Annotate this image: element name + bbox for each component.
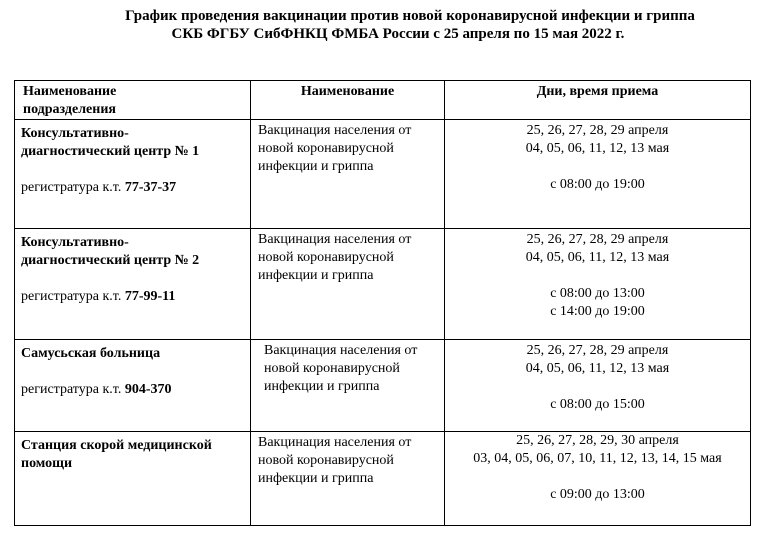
department-name-line-1: Консультативно- <box>21 126 129 141</box>
registry-phone <box>21 381 250 399</box>
service-line-2: новой коронавирусной <box>258 141 394 156</box>
department-name-line-2: диагностический центр № 2 <box>21 253 200 268</box>
service-line-3: инфекции и гриппа <box>258 159 374 174</box>
service-cell <box>251 120 445 229</box>
days-time-cell <box>445 229 751 340</box>
service-line-3: инфекции и гриппа <box>258 268 374 283</box>
table-row <box>15 229 751 340</box>
registry-number: 904-370 <box>124 382 172 397</box>
service-cell <box>251 229 445 340</box>
department-name-line-2: диагностический центр № 1 <box>21 144 200 159</box>
department-name-line-1: Консультативно- <box>21 235 129 250</box>
header-department <box>15 81 251 120</box>
department-name-line-1: Самусьская больница <box>21 346 161 361</box>
header-department-line-1: Наименование <box>23 84 117 99</box>
table-header-row <box>15 81 751 120</box>
registry-number: 77-37-37 <box>124 180 177 195</box>
vaccination-schedule-table <box>14 80 751 526</box>
table-row <box>15 340 751 432</box>
registry-phone <box>21 179 250 197</box>
time-line-1: с 08:00 до 19:00 <box>550 177 645 192</box>
service-line-1: Вакцинация населения от <box>258 232 412 247</box>
department-name-line-1: Станция скорой медицинской <box>21 438 212 453</box>
service-line-1: Вакцинация населения от <box>258 435 412 450</box>
days-line-2: 03, 04, 05, 06, 07, 10, 11, 12, 13, 14, 15 мая <box>473 451 722 466</box>
registry-phone <box>21 288 250 306</box>
table-row <box>15 120 751 229</box>
department-cell <box>15 120 251 229</box>
registry-label: регистратура к.т. <box>21 382 122 397</box>
registry-number: 77-99-11 <box>124 289 176 304</box>
days-time-cell <box>445 432 751 526</box>
time-line-1: с 09:00 до 13:00 <box>550 487 645 502</box>
days-time-cell <box>445 120 751 229</box>
header-department-line-2: подразделения <box>23 102 116 117</box>
service-cell <box>251 340 445 432</box>
service-cell <box>251 432 445 526</box>
days-line-2: 04, 05, 06, 11, 12, 13 мая <box>525 250 670 265</box>
service-line-3: инфекции и гриппа <box>258 471 374 486</box>
registry-label: регистратура к.т. <box>21 180 122 195</box>
header-days-time-label: Дни, время приема <box>536 84 659 99</box>
days-time-cell <box>445 340 751 432</box>
service-line-2: новой коронавирусной <box>258 250 394 265</box>
time-line-1: с 08:00 до 13:00 <box>550 286 645 301</box>
service-line-2: новой коронавирусной <box>264 361 400 376</box>
department-name-line-2: помощи <box>21 456 73 471</box>
title-line-2: СКБ ФГБУ СибФНКЦ ФМБА России с 25 апреля по 15 мая 2022 г. <box>171 26 625 42</box>
days-line-1: 25, 26, 27, 28, 29 апреля <box>526 123 669 138</box>
days-line-2: 04, 05, 06, 11, 12, 13 мая <box>525 361 670 376</box>
days-line-1: 25, 26, 27, 28, 29 апреля <box>526 232 669 247</box>
time-line-2: с 14:00 до 19:00 <box>550 304 645 319</box>
header-days-time <box>445 81 751 120</box>
department-cell <box>15 340 251 432</box>
service-line-1: Вакцинация населения от <box>264 343 418 358</box>
header-service-label: Наименование <box>300 84 395 99</box>
time-line-1: с 08:00 до 15:00 <box>550 397 645 412</box>
title-line-1: График проведения вакцинации против новой коронавирусной инфекции и гриппа <box>125 8 695 24</box>
days-line-1: 25, 26, 27, 28, 29, 30 апреля <box>516 433 679 448</box>
service-line-3: инфекции и гриппа <box>264 379 380 394</box>
header-service <box>251 81 445 120</box>
department-cell <box>15 432 251 526</box>
days-line-2: 04, 05, 06, 11, 12, 13 мая <box>525 141 670 156</box>
registry-label: регистратура к.т. <box>21 289 122 304</box>
days-line-1: 25, 26, 27, 28, 29 апреля <box>526 343 669 358</box>
service-line-1: Вакцинация населения от <box>258 123 412 138</box>
service-line-2: новой коронавирусной <box>258 453 394 468</box>
table-row <box>15 432 751 526</box>
document-title <box>0 7 762 43</box>
department-cell <box>15 229 251 340</box>
